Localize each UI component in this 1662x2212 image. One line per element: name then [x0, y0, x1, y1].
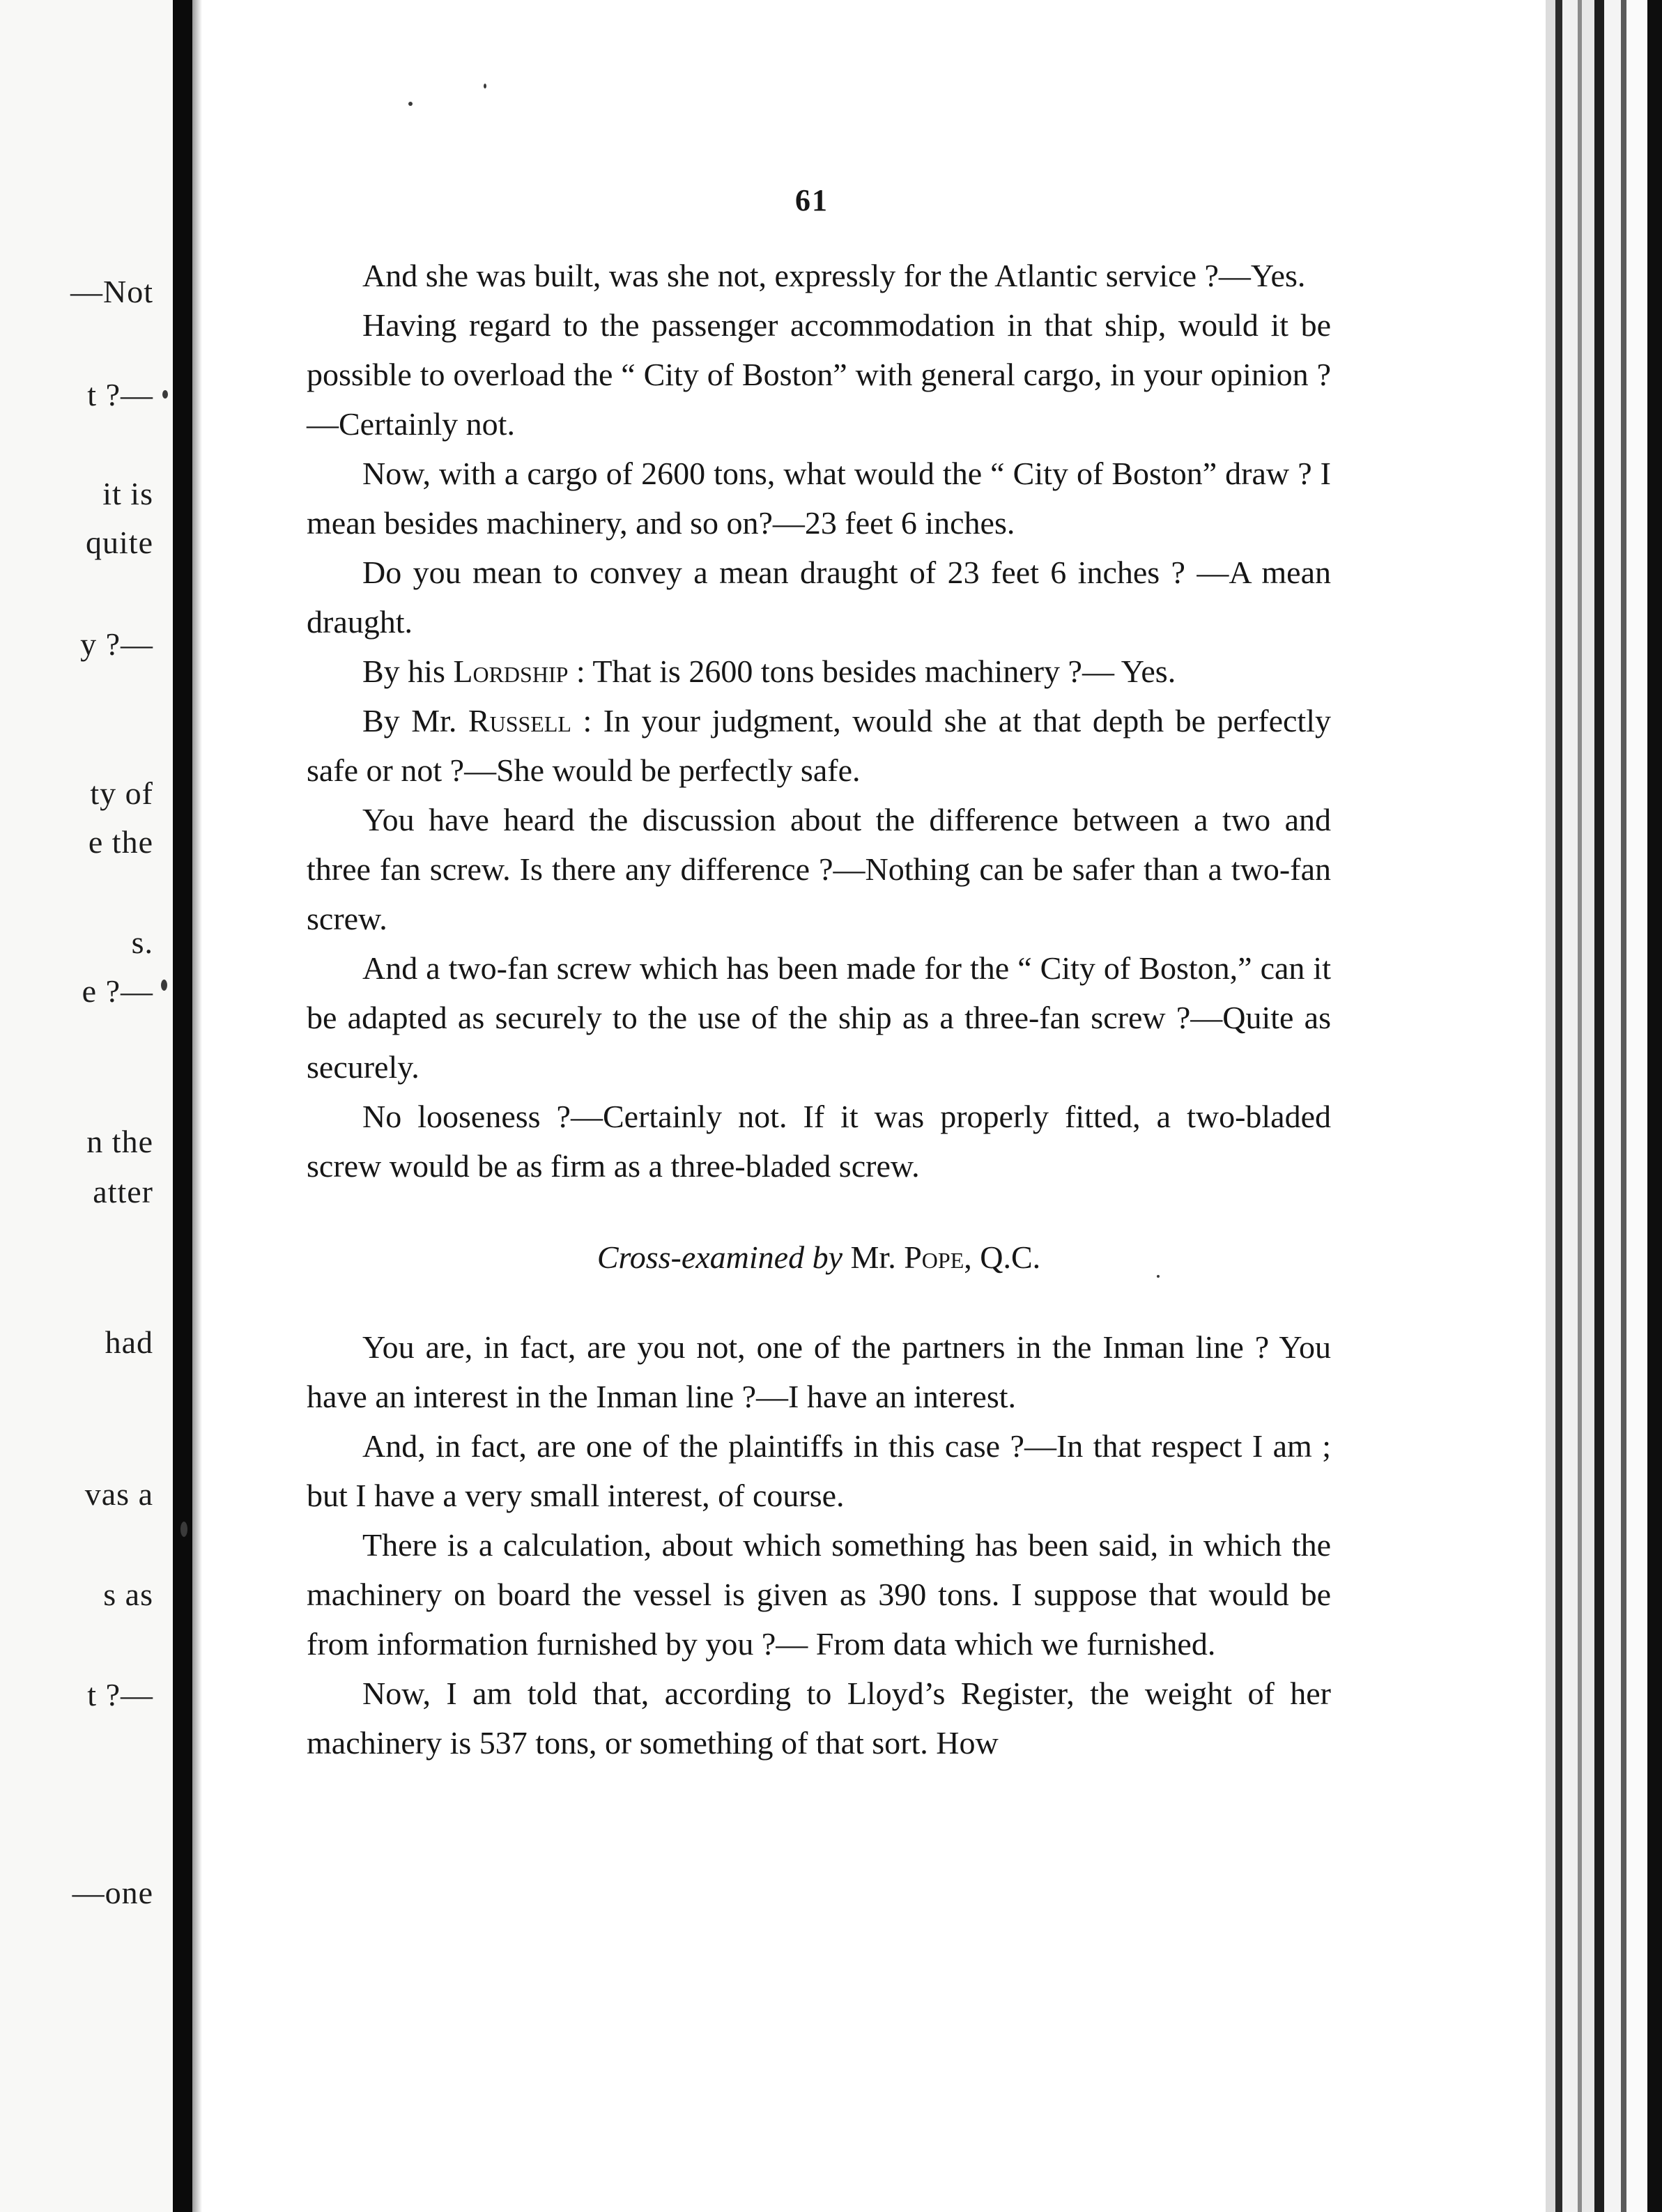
margin-fragment: t ?— [87, 1677, 153, 1712]
margin-fragment: quite [86, 525, 153, 560]
margin-fragment: s as [103, 1577, 153, 1612]
margin-fragment: n the [86, 1124, 153, 1159]
page-edge-stack [1546, 0, 1662, 2212]
margin-fragment: atter [93, 1174, 153, 1209]
margin-fragment: —one [72, 1875, 153, 1910]
margin-fragment: e ?— [82, 973, 153, 1009]
russell-paragraph: By Mr. Russell : In your judgment, would she at that depth be perfectly safe or not ?—She would be perfectly safe. [307, 703, 1331, 788]
margin-fragment: it is [102, 476, 153, 511]
paragraph: And a two-fan screw which has been made for the “ City of Boston,” can it be adapted as securely to the use of the ship as a three-fan screw ?—Quite as securely. [307, 950, 1331, 1085]
scan-speck [162, 390, 168, 399]
margin-fragment: t ?— [87, 377, 153, 412]
section-heading: Cross-examined by Mr. Pope, Q.C. [597, 1239, 1041, 1275]
paragraph: And she was built, was she not, expressly for the Atlantic service ?—Yes. [362, 258, 1306, 293]
scan-speck [161, 980, 167, 991]
scan-speck [408, 102, 413, 106]
paragraph: Do you mean to convey a mean draught of 23 feet 6 inches ? —A mean draught. [307, 555, 1331, 640]
margin-fragment: —Not [70, 274, 153, 309]
paragraph: And, in fact, are one of the plaintiffs in this case ?—In that respect I am ; but I have a very small interest, of course. [307, 1428, 1331, 1513]
margin-fragment: ty of [90, 775, 153, 811]
paragraph: You are, in fact, are you not, one of the partners in the Inman line ? You have an interest in the Inman line ?—I have an interest. [307, 1329, 1331, 1414]
speaker-name: Russell [468, 703, 571, 738]
gutter-shadow [192, 0, 202, 2212]
paragraph: Now, with a cargo of 2600 tons, what would the “ City of Boston” draw ? I mean besides machinery, and so on?—23 feet 6 inches. [307, 456, 1331, 541]
left-facing-page [0, 0, 173, 2212]
page-body [307, 251, 1331, 1768]
margin-fragment: e the [88, 824, 153, 860]
margin-fragment: vas a [84, 1476, 153, 1512]
scan-speck [180, 1522, 187, 1537]
paragraph: There is a calculation, about which something has been said, in which the machinery on board the vessel is given as 390 tons. I suppose that would be from information furnished by you ?— From data which we furnished. [307, 1527, 1331, 1662]
lordship-paragraph: By his Lordship : That is 2600 tons besides machinery ?— Yes. [362, 653, 1176, 689]
book-gutter [173, 0, 192, 2212]
counsel-name: Pope [904, 1239, 964, 1275]
margin-fragment: s. [131, 925, 153, 960]
scan-speck [484, 84, 486, 88]
page-number: 61 [795, 183, 829, 217]
paragraph: Now, I am told that, according to Lloyd’s Register, the weight of her machinery is 537 tons, or something of that sort. How [307, 1676, 1331, 1761]
paragraph: No looseness ?—Certainly not. If it was properly fitted, a two-bladed screw would be as firm as a three-bladed screw. [307, 1099, 1331, 1184]
margin-fragment: y ?— [80, 626, 153, 662]
paragraph: You have heard the discussion about the difference between a two and three fan screw. Is there any difference ?—Nothing can be safer than a two-fan screw. [307, 802, 1331, 936]
paragraph: Having regard to the passenger accommodation in that ship, would it be possible to overload the “ City of Boston” with general cargo, in your opinion ?—Certainly not. [307, 307, 1331, 442]
margin-fragment: had [105, 1324, 153, 1360]
speaker-name: Lordship [453, 653, 569, 689]
